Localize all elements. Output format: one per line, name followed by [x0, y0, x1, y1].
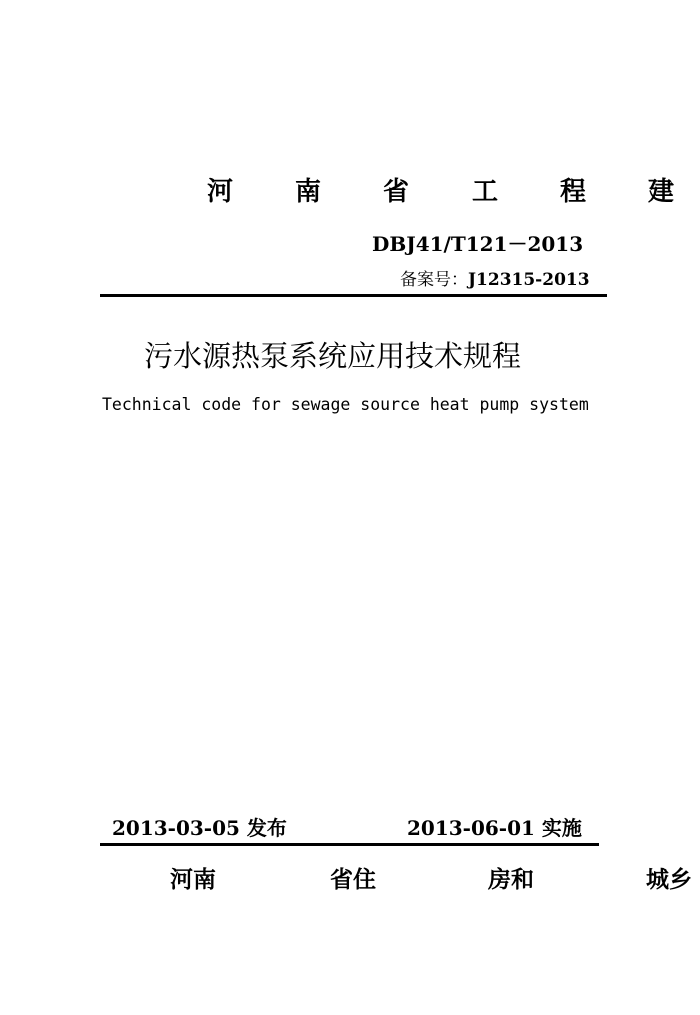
bottom-divider — [100, 843, 599, 846]
issuer-segment: 房和 — [488, 867, 534, 893]
record-number: J12315-2013 — [468, 270, 590, 290]
issuer-segment: 河南 — [170, 867, 216, 893]
title-char: 南 — [295, 177, 322, 207]
standard-number: DBJ41/T121－2013 — [372, 232, 584, 256]
chinese-title: 污水源热泵系统应用技术规程 — [144, 339, 522, 373]
record-label: 备案号： — [400, 270, 468, 290]
publish-date: 2013-03-05 发布 — [112, 816, 287, 840]
english-title: Technical code for sewage source heat pump system — [102, 395, 589, 414]
title-char: 程 — [560, 177, 587, 207]
title-char: 省 — [383, 177, 410, 207]
effective-date: 2013-06-01 实施 — [407, 816, 582, 840]
standard-series-title — [0, 172, 700, 212]
top-divider — [100, 294, 607, 297]
issuing-authority — [0, 862, 700, 898]
title-char: 建 — [648, 177, 675, 207]
title-char: 工 — [472, 177, 499, 207]
issuer-segment: 省住 — [330, 867, 376, 893]
issuer-segment: 城乡 — [646, 867, 692, 893]
title-char: 河 — [207, 177, 234, 207]
record-number-line — [400, 266, 610, 294]
